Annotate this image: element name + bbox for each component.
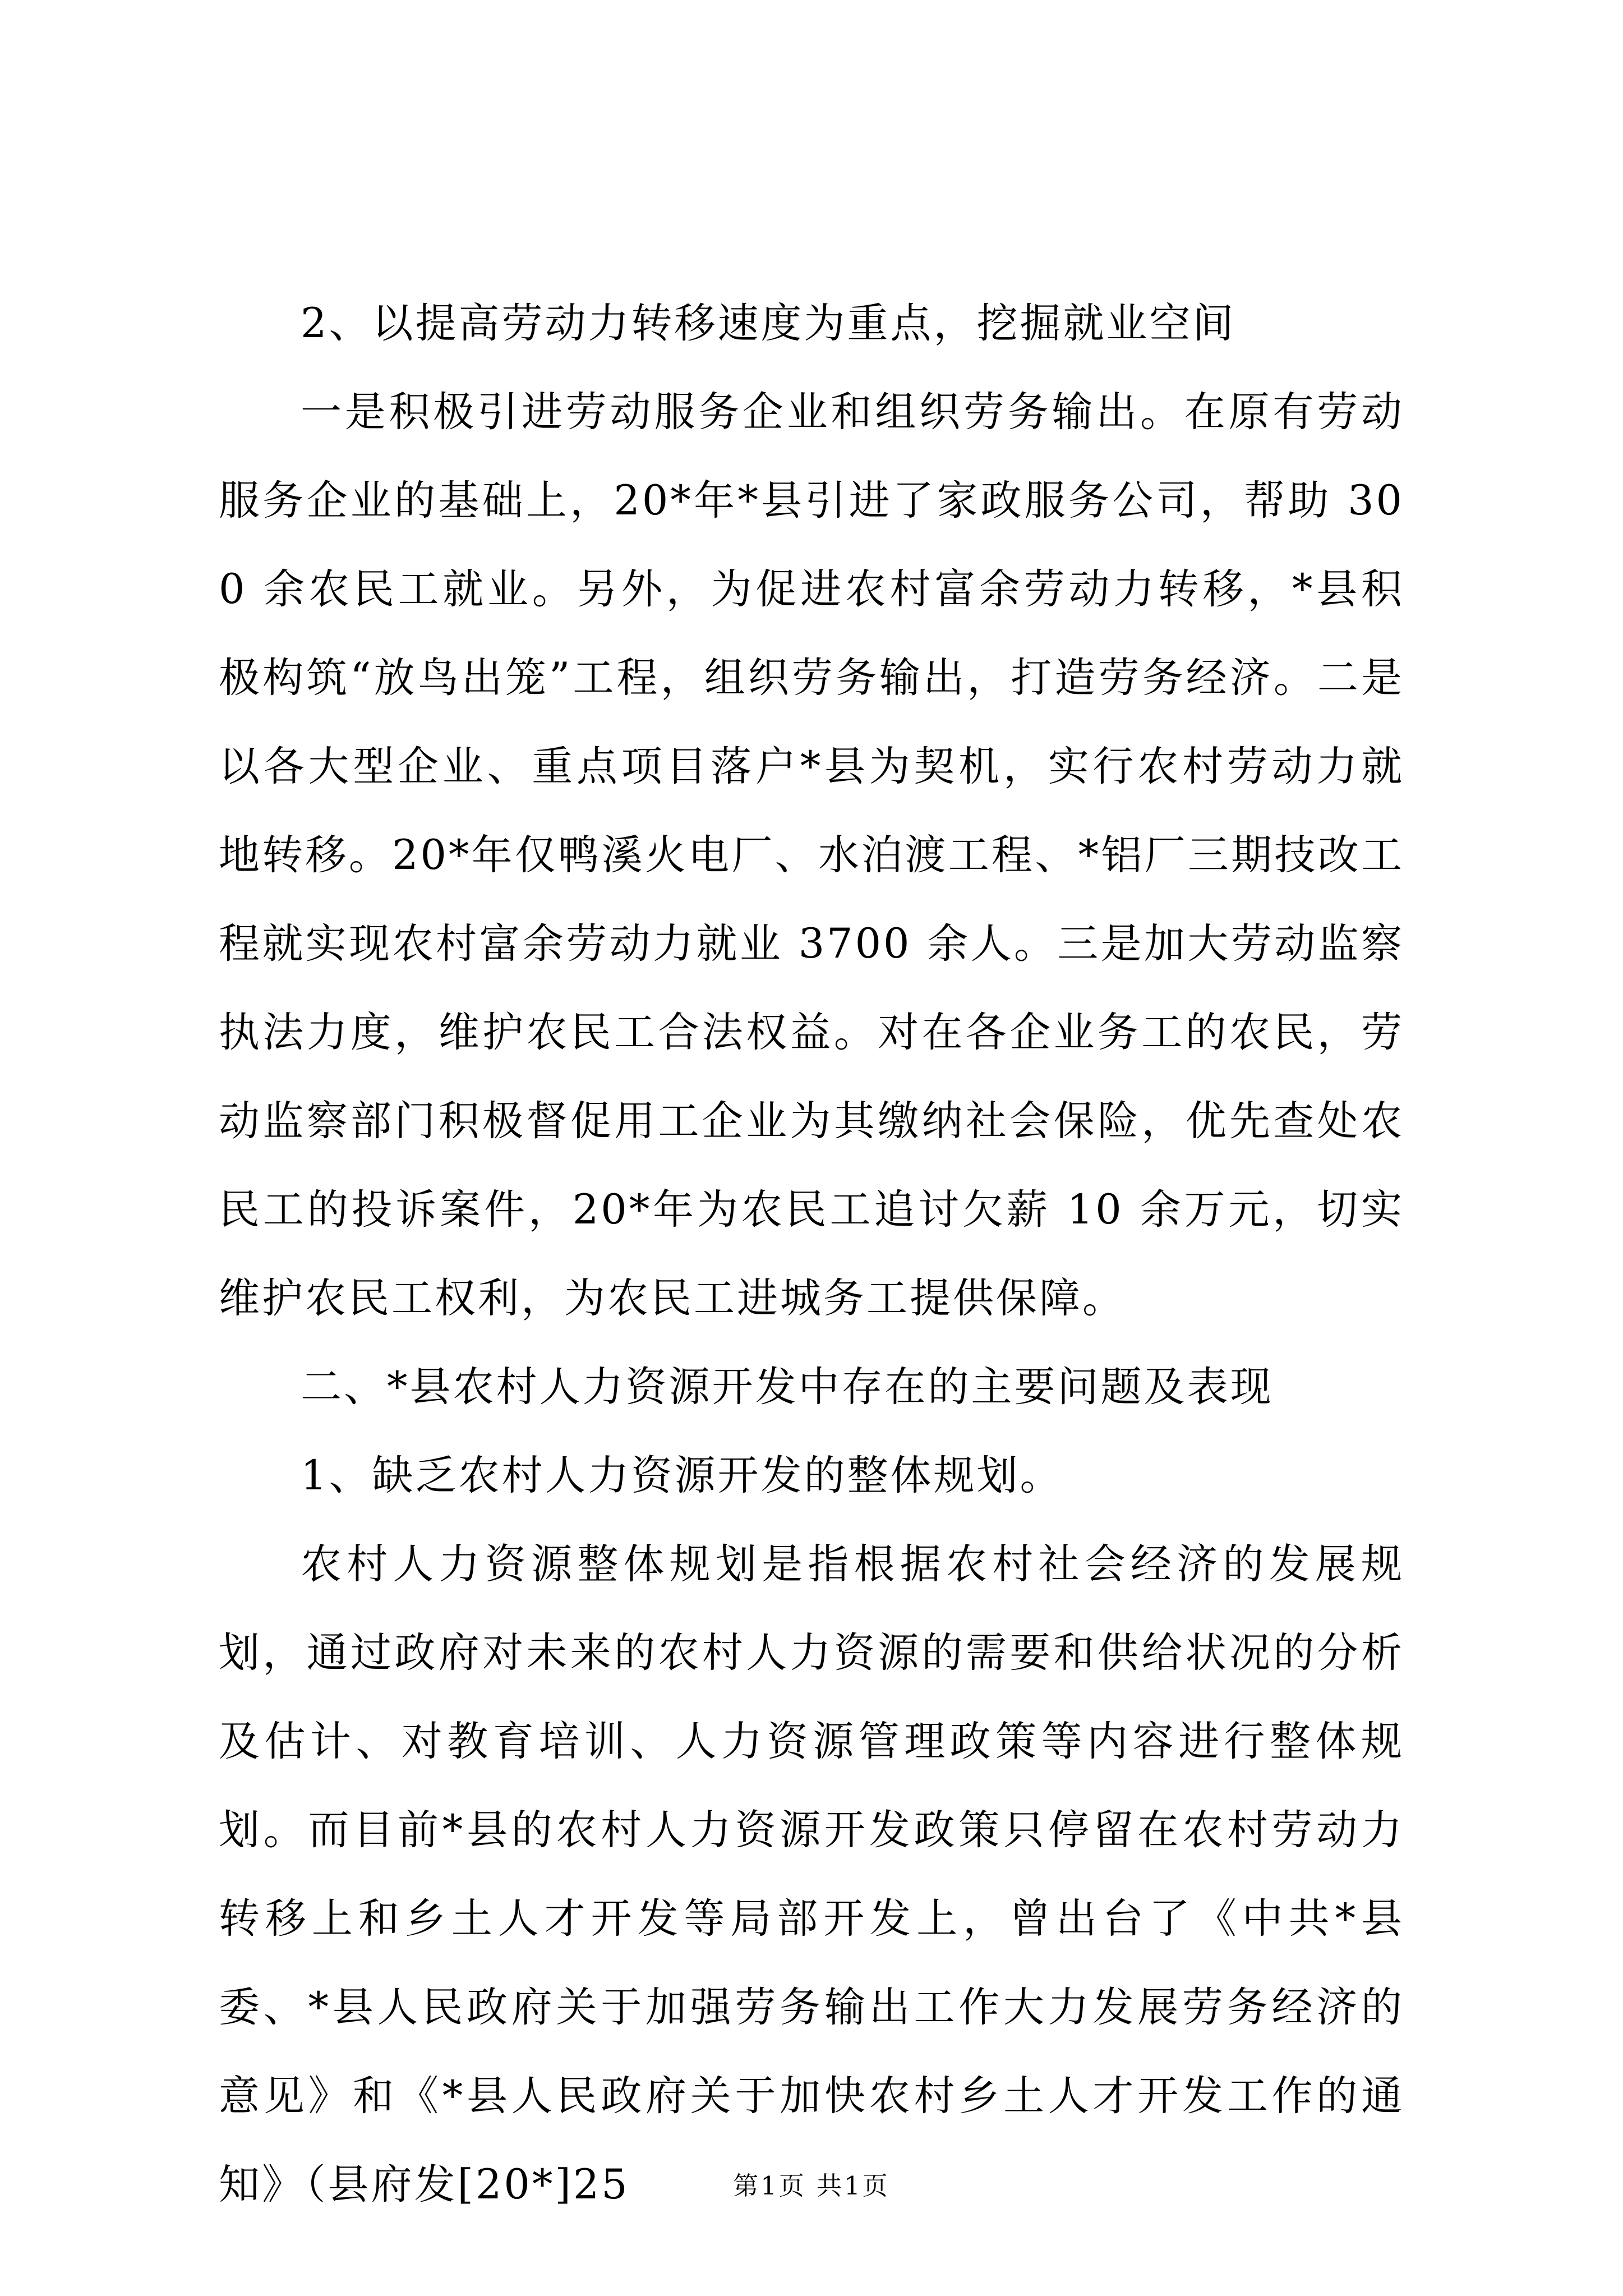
paragraph-planning-details: 农村人力资源整体规划是指根据农村社会经济的发展规划，通过政府对未来的农村人力资源的需要和供给状况的分析及估计、对教育培训、人力资源管理政策等内容进行整体规划。而目前*县的农村人力资源开发政策只停留在农村劳动力转移上和乡土人才开发等局部开发上，曾出台了《中共*县委、*县人民政府关于加强劳务输出工作大力发展劳务经济的意见》和《*县人民政府关于加快农村乡土人才开发工作的通知》（县府发[20*]25: [219, 1540, 1404, 2208]
subheading-labor-transfer: 2、以提高劳动力转移速度为重点，挖掘就业空间: [301, 300, 1236, 347]
page-footer: [0, 2165, 1623, 2202]
heading-section-two: 二、*县农村人力资源开发中存在的主要问题及表现: [301, 1363, 1274, 1411]
subheading-problem-one: 1、缺乏农村人力资源开发的整体规划。: [301, 1452, 1063, 1499]
document-body: [219, 279, 1404, 2229]
paragraph-labor-transfer-details: 一是积极引进劳动服务企业和组织劳务输出。在原有劳动服务企业的基础上，20*年*县引进了家政服务公司，帮助 300 余农民工就业。另外，为促进农村富余劳动力转移，*县积极构筑“放鸟出笼”工程，组织劳务输出，打造劳务经济。二是以各大型企业、重点项目落户*县为契机，实行农村劳动力就地转移。20*年仅鸭溪火电厂、水泊渡工程、*铝厂三期技改工程就实现农村富余劳动力就业 3700 余人。三是加大劳动监察执法力度，维护农民工合法权益。对在各企业务工的农民，劳动监察部门积极督促用工企业为其缴纳社会保险，优先查处农民工的投诉案件，20*年为农民工追讨欠薪 10 余万元，切实维护农民工权利，为农民工进城务工提供保障。: [219, 388, 1404, 1322]
page-number-indicator: 第1页 共1页: [733, 2171, 890, 2201]
